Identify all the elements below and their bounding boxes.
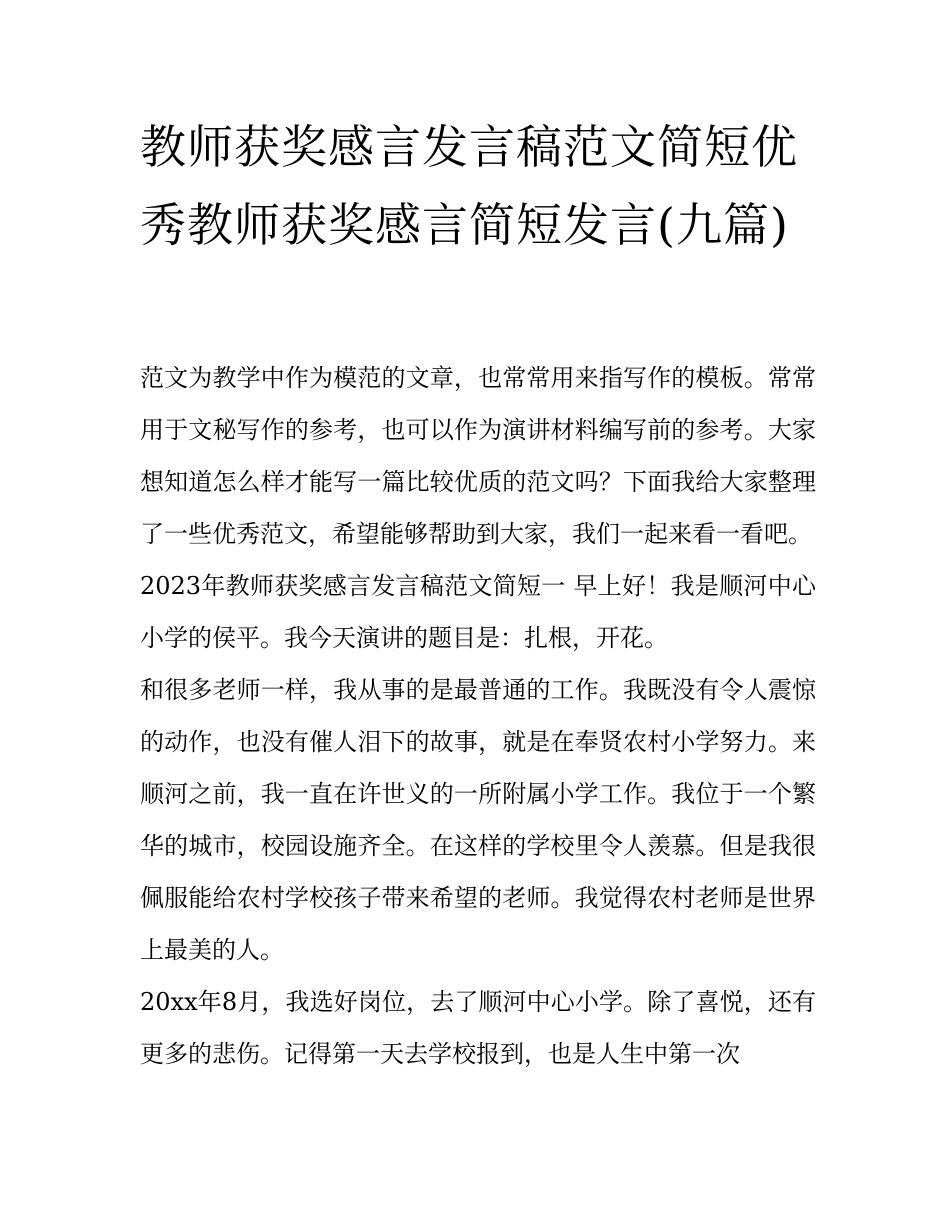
paragraph-speech-opening: 2023年教师获奖感言发言稿范文简短一 早上好！我是顺河中心小学的侯平。我今天演讲的题目是：扎根，开花。 — [140, 572, 816, 652]
paragraph-intro: 范文为教学中作为模范的文章，也常常用来指写作的模板。常常用于文秘写作的参考，也可以作为演讲材料编写前的参考。大家想知道怎么样才能写一篇比较优质的范文吗？下面我给大家整理了一些优秀范文，希望能够帮助到大家，我们一起来看一看吧。 — [140, 364, 816, 548]
paragraph-arrival: 20xx年8月，我选好岗位，去了顺河中心小学。除了喜悦，还有更多的悲伤。记得第一天去学校报到，也是人生中第一次 — [140, 988, 816, 1068]
document-body — [140, 352, 816, 1080]
paragraph-work-background: 和很多老师一样，我从事的是最普通的工作。我既没有令人震惊的动作，也没有催人泪下的故事，就是在奉贤农村小学努力。来顺河之前，我一直在许世义的一所附属小学工作。我位于一个繁华的城市，校园设施齐全。在这样的学校里令人羡慕。但是我很佩服能给农村学校孩子带来希望的老师。我觉得农村老师是世界上最美的人。 — [140, 676, 816, 964]
document-title: 教师获奖感言发言稿范文简短优秀教师获奖感言简短发言(九篇) — [140, 120, 798, 252]
